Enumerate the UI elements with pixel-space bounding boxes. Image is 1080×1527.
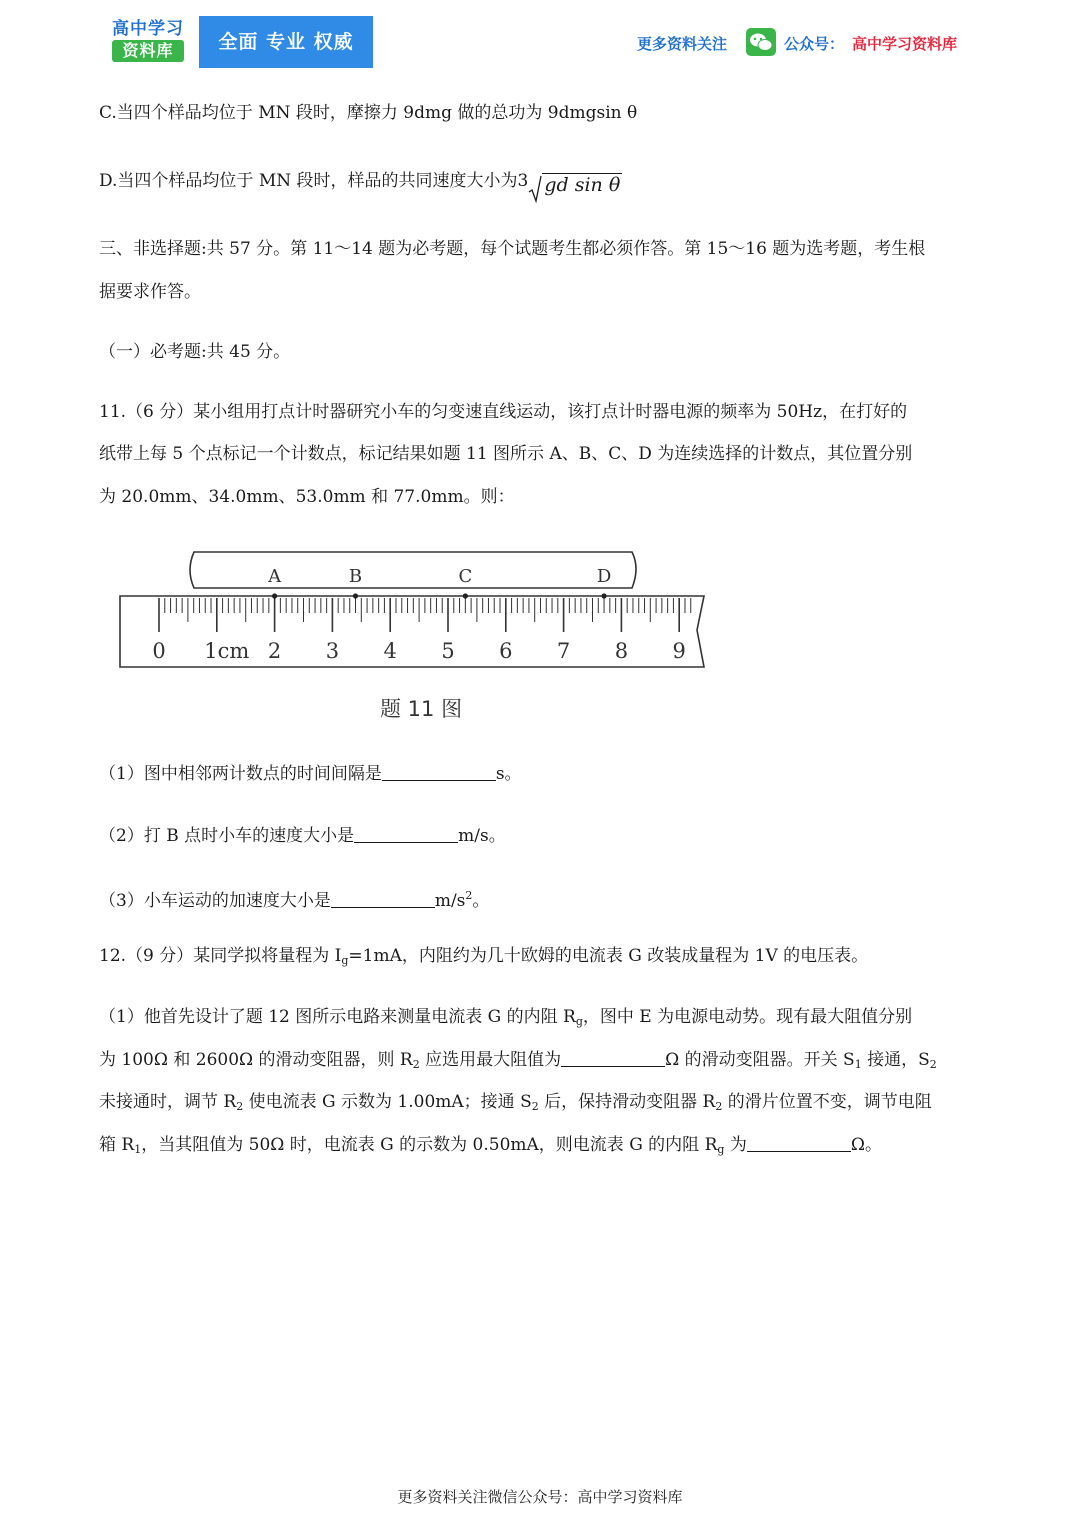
subscript: 2 <box>236 1100 244 1113</box>
slogan-banner: 全面 专业 权威 <box>199 16 373 68</box>
text: 使电流表 G 示数为 1.00mA；接通 S <box>243 1092 532 1112</box>
option-d-coefficient: 3 <box>517 171 529 191</box>
option-d <box>99 170 989 203</box>
subscript: 1 <box>134 1143 142 1156</box>
q12-sub1-line1 <box>99 1006 989 1033</box>
part1-heading: （一）必考题:共 45 分。 <box>99 342 291 362</box>
text: ，当其阻值为 50Ω 时，电流表 G 的示数为 0.50mA，则电流表 G 的内阻 R <box>141 1135 718 1155</box>
q11-sub1-text: （1）图中相邻两计数点的时间间隔是 <box>99 764 382 784</box>
section3-line1: 三、非选择题:共 57 分。第 11～14 题为必考题，每个试题考生都必须作答。第 15～16 题为选考题，考生根 <box>99 239 926 259</box>
logo-bottom-text: 资料库 <box>112 40 184 62</box>
sqrt-radicand: gd sin θ <box>544 174 621 196</box>
count-point-dot <box>601 593 606 598</box>
q11-sub3-unit: m/s <box>434 891 466 911</box>
ruler-number: 8 <box>614 639 629 663</box>
q11-sub3-text: （3）小车运动的加速度大小是 <box>99 891 331 911</box>
q11-sub1-unit: s。 <box>495 764 522 784</box>
count-point-dot <box>353 593 358 598</box>
ruler-number: 7 <box>556 639 571 663</box>
text: 应选用最大阻值为 <box>419 1050 562 1070</box>
q12-sub1-line4 <box>99 1134 989 1161</box>
answer-blank[interactable] <box>354 825 458 843</box>
subscript: 2 <box>715 1100 723 1113</box>
ruler-number: 5 <box>441 639 455 663</box>
ruler-number: 3 <box>325 639 340 663</box>
q11-sub3 <box>99 885 989 912</box>
ruler-number: 6 <box>499 639 513 663</box>
q12-line <box>99 945 989 972</box>
text: Ω。 <box>850 1135 882 1155</box>
superscript: 2 <box>465 889 473 902</box>
q11-line3: 为 20.0mm、34.0mm、53.0mm 和 77.0mm。则： <box>99 487 515 507</box>
brand-logo <box>112 18 184 64</box>
text: 后，保持滑动变阻器 R <box>538 1092 716 1112</box>
count-point-label: A <box>268 566 282 587</box>
ruler-number: 4 <box>383 639 397 663</box>
text: （1）他首先设计了题 12 图所示电路来测量电流表 G 的内阻 R <box>99 1007 576 1027</box>
answer-blank[interactable] <box>561 1049 665 1067</box>
figure-caption: 题 11 图 <box>380 697 463 721</box>
sqrt-expression <box>528 175 622 203</box>
paper-tape <box>190 552 636 588</box>
q12-text-a: 12.（9 分）某同学拟将量程为 I <box>99 946 342 966</box>
q12-text-b: =1mA，内阻约为几十欧姆的电流表 G 改装成量程为 1V 的电压表。 <box>348 946 869 966</box>
text: 为 100Ω 和 2600Ω 的滑动变阻器，则 R <box>99 1050 413 1070</box>
answer-blank[interactable] <box>331 890 435 908</box>
ruler-number: 9 <box>672 639 686 663</box>
wechat-icon <box>746 28 776 56</box>
text: 箱 R <box>99 1135 135 1155</box>
answer-blank[interactable] <box>747 1134 851 1152</box>
count-point-label: D <box>596 566 612 587</box>
option-d-text: D.当四个样品均位于 MN 段时，样品的共同速度大小为 <box>99 171 518 191</box>
logo-top-text: 高中学习 <box>112 19 184 39</box>
ruler-number: 2 <box>267 639 282 663</box>
count-point-dot <box>272 593 277 598</box>
page-footer: 更多资料关注微信公众号：高中学习资料库 <box>397 1488 683 1506</box>
text: 未接通时，调节 R <box>99 1092 237 1112</box>
subscript: 2 <box>531 1100 539 1113</box>
text: ，图中 E 为电源电动势。现有最大阻值分别 <box>582 1007 913 1027</box>
follow-text: 更多资料关注 <box>637 35 728 53</box>
q11-sub2-unit: m/s。 <box>458 826 506 846</box>
count-point-label: B <box>348 566 363 587</box>
subscript: g <box>575 1015 583 1028</box>
subscript: 1 <box>854 1058 862 1071</box>
answer-blank[interactable] <box>382 763 496 781</box>
q11-line2: 纸带上每 5 个点标记一个计数点，标记结果如题 11 图所示 A、B、C、D 为连续选择的计数点，其位置分别 <box>99 444 913 464</box>
q11-sub2 <box>99 825 989 847</box>
account-prefix: 公众号： <box>784 35 845 53</box>
account-name: 高中学习资料库 <box>852 35 958 53</box>
text: Ω 的滑动变阻器。开关 S <box>665 1050 855 1070</box>
q11-sub3-end: 。 <box>472 891 490 911</box>
text: 的滑片位置不变，调节电阻 <box>722 1092 932 1112</box>
text: 接通，S <box>861 1050 930 1070</box>
count-point-label: C <box>458 566 473 587</box>
q12-sub1-line3 <box>99 1091 989 1118</box>
page-header <box>0 0 1080 80</box>
subscript: g <box>717 1143 725 1156</box>
q12-sub1-line2 <box>99 1049 989 1076</box>
count-point-dot <box>463 593 468 598</box>
section3-line2: 据要求作答。 <box>99 282 201 302</box>
ruler-number: 0 <box>152 639 166 663</box>
subscript: g <box>341 954 349 967</box>
subscript: 2 <box>412 1058 420 1071</box>
option-c: C.当四个样品均位于 MN 段时，摩擦力 9dmg 做的总功为 9dmgsin θ <box>99 103 638 123</box>
q11-sub1 <box>99 763 989 785</box>
text: 为 <box>724 1135 747 1155</box>
q11-line1: 11.（6 分）某小组用打点计时器研究小车的匀变速直线运动，该打点计时器电源的频率为 50Hz，在打好的 <box>99 402 908 422</box>
q11-sub2-text: （2）打 B 点时小车的速度大小是 <box>99 826 355 846</box>
ruler-number: 1cm <box>204 639 250 663</box>
subscript: 2 <box>929 1058 937 1071</box>
